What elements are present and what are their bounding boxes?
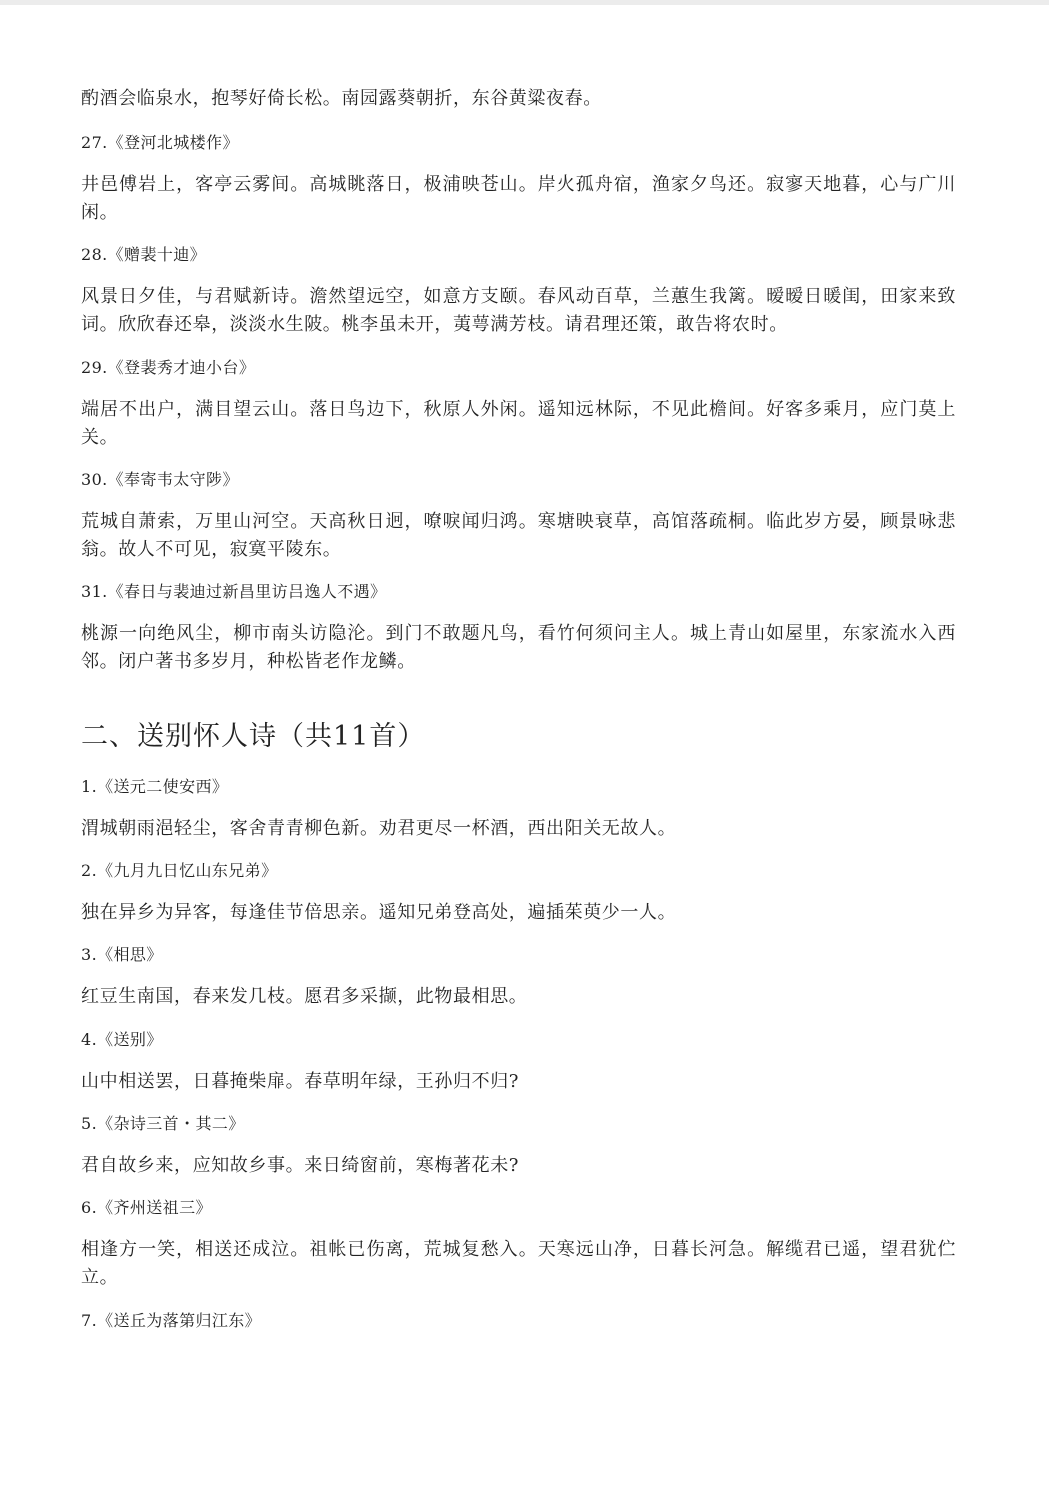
poem-title: 29.《登裴秀才迪小台》: [81, 358, 256, 377]
poem-text: 红豆生南国，春来发几枝。愿君多采撷，此物最相思。: [81, 986, 528, 1007]
poem-text: 渭城朝雨浥轻尘，客舍青青柳色新。劝君更尽一杯酒，西出阳关无故人。: [81, 818, 677, 839]
poem-text: 山中相送罢，日暮掩柴扉。春草明年绿，王孙归不归?: [81, 1071, 520, 1092]
page-top-border: [0, 0, 1049, 5]
poem-title: 1.《送元二使安西》: [81, 777, 229, 796]
poem-text: 端居不出户，满目望云山。落日鸟边下，秋原人外闲。遥知远林际，不见此檐间。好客多乘月，应门莫上关。: [81, 399, 956, 448]
poem-title: 7.《送丘为落第归江东》: [81, 1311, 262, 1330]
poem-title: 4.《送别》: [81, 1030, 163, 1049]
poem-title: 27.《登河北城楼作》: [81, 133, 239, 152]
poem-text: 君自故乡来，应知故乡事。来日绮窗前，寒梅著花未?: [81, 1155, 520, 1176]
poem-text: 风景日夕佳，与君赋新诗。澹然望远空，如意方支颐。春风动百草，兰蕙生我篱。暧暧日暖闺，田家来致词。欣欣春还皋，淡淡水生陂。桃李虽未开，荑萼满芳枝。请君理还策，敢告将农时。: [81, 286, 956, 335]
poem-title: 5.《杂诗三首・其二》: [81, 1114, 245, 1133]
poem-text: 独在异乡为异客，每逢佳节倍思亲。遥知兄弟登高处，遍插茱萸少一人。: [81, 902, 677, 923]
poem-title: 28.《赠裴十迪》: [81, 245, 207, 264]
poem-text: 相逢方一笑，相送还成泣。祖帐已伤离，荒城复愁入。天寒远山净，日暮长河急。解缆君已遥，望君犹伫立。: [81, 1239, 956, 1288]
poem-title: 2.《九月九日忆山东兄弟》: [81, 861, 278, 880]
section-heading: 二、送别怀人诗（共11首）: [81, 721, 426, 752]
poem-title: 30.《奉寄韦太守陟》: [81, 470, 239, 489]
poem-text: 荒城自萧索，万里山河空。天高秋日迥，嘹唳闻归鸿。寒塘映衰草，高馆落疏桐。临此岁方晏，顾景咏悲翁。故人不可见，寂寞平陵东。: [81, 511, 956, 560]
poem-title: 31.《春日与裴迪过新昌里访吕逸人不遇》: [81, 582, 387, 601]
poem-title: 3.《相思》: [81, 945, 163, 964]
poem-title: 6.《齐州送祖三》: [81, 1198, 212, 1217]
poem-text: 桃源一向绝风尘，柳市南头访隐沦。到门不敢题凡鸟，看竹何须问主人。城上青山如屋里，东家流水入西邻。闭户著书多岁月，种松皆老作龙鳞。: [81, 623, 956, 672]
poem-text: 井邑傅岩上，客亭云雾间。高城眺落日，极浦映苍山。岸火孤舟宿，渔家夕鸟还。寂寥天地暮，心与广川闲。: [81, 174, 956, 223]
poem-fragment: 酌酒会临泉水，抱琴好倚长松。南园露葵朝折，东谷黄粱夜舂。: [81, 88, 602, 109]
